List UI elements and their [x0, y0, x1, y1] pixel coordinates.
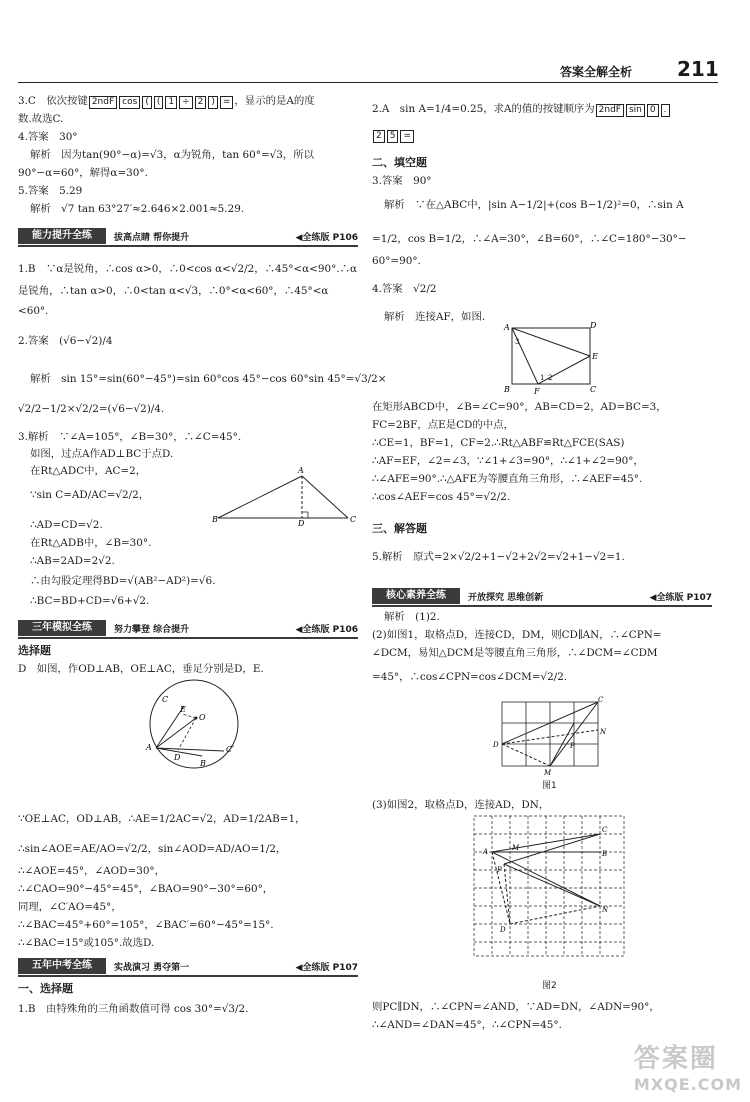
calculator-key: ÷ [179, 96, 193, 109]
text-line: √2/2−1/2×√2/2=(√6−√2)/4. [18, 403, 165, 415]
svg-text:A: A [483, 848, 489, 856]
svg-text:D: D [493, 741, 499, 749]
svg-text:N: N [602, 906, 609, 914]
svg-text:F: F [534, 387, 540, 396]
text-line: ∴sin∠AOE=AE/AO=√2/2，sin∠AOD=AD/AO=1/2， [18, 843, 287, 855]
svg-text:E: E [592, 352, 598, 361]
svg-text:3: 3 [515, 338, 520, 346]
section-heading: 二、填空题 [372, 156, 427, 169]
calculator-key: sin [626, 104, 645, 117]
banner-rule [18, 975, 358, 977]
section-heading: 三、解答题 [372, 522, 427, 535]
answer-text: ，显示的是A的度 [234, 95, 315, 107]
answer-text: 2.A sin A=1/4=0.25，求A的值的按键顺序为 [372, 103, 595, 115]
watermark-text: 答案圈 [633, 1044, 718, 1074]
text-line: ∴∠AFE=90°.∴△AFE为等腰直角三角形，∴∠AEF=45°. [372, 473, 643, 485]
calculator-keys [372, 129, 415, 141]
svg-text:B: B [200, 759, 206, 768]
svg-text:N: N [600, 728, 607, 736]
text-line: ∴AF=EF，∠2=∠3，∵∠1+∠3=90°，∴∠1+∠2=90°， [372, 455, 644, 467]
text-line: ∵sin C=AD/AC=√2/2， [30, 489, 150, 501]
text-line: D 如图，作OD⊥AB，OE⊥AC，垂足分别是D，E. [18, 663, 264, 675]
svg-text:E: E [180, 705, 186, 714]
rectangle-figure-abcd [500, 322, 600, 396]
header-title: 答案全解全析 [560, 65, 633, 79]
calculator-key: . [661, 104, 670, 117]
calculator-key: ) [208, 96, 218, 109]
banner-subtitle: 拔高点睛 帮你提升 [114, 233, 190, 243]
answer-text: 3.C 依次按键 [18, 95, 88, 107]
grid-figure-1 [490, 694, 610, 776]
banner-subtitle: 开放探究 思维创新 [468, 593, 544, 603]
text-line: 在Rt△ADC中，AC=2， [30, 465, 147, 477]
text-line: ∴∠CAO=90°−45°=45°，∠BAO=90°−30°=60°， [18, 883, 274, 895]
banner-ref: ◀全练版 P107 [649, 593, 712, 603]
grid-figure-2 [468, 812, 628, 962]
text-line: 4.答案 30° [18, 131, 78, 143]
svg-text:D: D [590, 322, 597, 330]
text-line: 解析 (1)2. [384, 611, 440, 623]
calculator-key: cos [119, 96, 140, 109]
text-line: 5.解析 原式=2×√2/2+1−√2+2√2=√2+1−√2=1. [372, 551, 625, 563]
text-line: ∴AB=2AD=2√2. [30, 555, 115, 567]
section-banner-ability [18, 228, 358, 244]
text-line: (2)如图1，取格点D，连接CD，DM，则CD∥AN，∴∠CPN= [372, 629, 662, 641]
text-line: ∠DCM，易知△DCM是等腰直角三角形，∴∠DCM=∠CDM [372, 647, 658, 659]
text-line: 同理，∠C′AO=45°， [18, 901, 122, 913]
calculator-keys [595, 103, 671, 115]
banner-rule [18, 637, 358, 639]
section-banner-core [372, 588, 712, 604]
calculator-key: 2ndF [89, 96, 117, 109]
calculator-keys-line [372, 128, 415, 143]
svg-text:1: 1 [540, 374, 545, 382]
calculator-key: 5 [387, 130, 399, 143]
text-line: 在Rt△ADB中，∠B=30°. [30, 537, 152, 549]
svg-text:C′: C′ [226, 745, 234, 754]
banner-subtitle: 实战演习 勇夺第一 [114, 963, 190, 973]
svg-text:B: B [212, 515, 218, 524]
banner-tag: 核心素养全练 [372, 588, 460, 604]
calculator-key: 0 [647, 104, 659, 117]
svg-text:C: C [602, 826, 608, 834]
svg-text:C: C [350, 515, 357, 524]
svg-text:B: B [504, 385, 510, 394]
page-number: 211 [677, 57, 719, 81]
svg-text:A: A [504, 323, 510, 332]
svg-text:D: D [500, 926, 506, 934]
text-line: 如图，过点A作AD⊥BC于点D. [30, 448, 174, 460]
text-line: <60°. [18, 305, 49, 317]
svg-text:M: M [512, 844, 520, 852]
svg-text:D: D [174, 753, 181, 762]
svg-text:O: O [199, 713, 206, 722]
text-line: ∵OE⊥AC，OD⊥AB，∴AE=1/2AC=√2，AD=1/2AB=1， [18, 813, 306, 825]
banner-tag: 三年模拟全练 [18, 620, 106, 636]
text-line: ∴CE=1，BF=1，CF=2.∴Rt△ABF≌Rt△FCE(SAS) [372, 437, 625, 449]
text-line: 5.答案 5.29 [18, 185, 83, 197]
calculator-key: 2 [195, 96, 207, 109]
banner-ref: ◀全练版 P106 [295, 233, 358, 243]
text-line: 是锐角，∴tan α>0，∴0<tan α<√3，∴0°<α<60°，∴45°<α [18, 285, 329, 297]
answer-2a [372, 102, 671, 117]
banner-rule [372, 605, 712, 607]
calculator-key: ( [142, 96, 152, 109]
svg-text:A: A [298, 466, 304, 475]
svg-text:C: C [598, 696, 604, 704]
text-line: 解析 连接AF，如图. [384, 311, 486, 323]
triangle-figure-abc [212, 464, 362, 526]
text-line: FC=2BF，点E是CD的中点， [372, 419, 514, 431]
text-line: =45°，∴cos∠CPN=cos∠DCM=√2/2. [372, 671, 568, 683]
text-line: ∴∠AND=∠DAN=45°，∴∠CPN=45°. [372, 1019, 562, 1031]
svg-text:B: B [602, 850, 608, 858]
answer-3c [18, 94, 315, 109]
banner-tag: 能力提升全练 [18, 228, 106, 244]
text-line: 数.故选C. [18, 113, 64, 125]
text-line: ∴BC=BD+CD=√6+√2. [30, 595, 150, 607]
svg-text:A: A [146, 743, 152, 752]
banner-rule [18, 245, 358, 247]
text-line: 90°−α=60°，解得α=30°. [18, 167, 148, 179]
calculator-keys [88, 95, 235, 107]
text-line: 解析 √7 tan 63°27′≈2.646×2.001≈5.29. [30, 203, 245, 215]
banner-ref: ◀全练版 P106 [295, 625, 358, 635]
text-line: 1.B 由特殊角的三角函数值可得 cos 30°=√3/2. [18, 1003, 249, 1015]
svg-text:C: C [162, 695, 169, 704]
text-line: =1/2，cos B=1/2，∴∠A=30°，∠B=60°，∴∠C=180°−30°− [372, 233, 687, 245]
svg-text:P: P [570, 742, 575, 750]
calculator-key: 1 [165, 96, 177, 109]
svg-text:P: P [497, 866, 502, 874]
section-banner-three-year [18, 620, 358, 636]
banner-ref: ◀全练版 P107 [295, 963, 358, 973]
text-line: 2.答案 (√6−√2)/4 [18, 335, 113, 347]
header-rule [18, 82, 718, 83]
banner-subtitle: 努力攀登 综合提升 [114, 625, 190, 635]
banner-tag: 五年中考全练 [18, 958, 106, 974]
text-line: 3.解析 ∵∠A=105°，∠B=30°，∴∠C=45°. [18, 431, 242, 443]
svg-text:D: D [298, 519, 305, 526]
svg-text:M: M [544, 769, 552, 776]
watermark-url: MXQE.COM [633, 1075, 742, 1094]
text-line: 解析 sin 15°=sin(60°−45°)=sin 60°cos 45°−cos 60°sin 45°=√3/2× [30, 373, 387, 385]
calculator-key: 2 [373, 130, 385, 143]
text-line: ∴AD=CD=√2. [30, 519, 103, 531]
calculator-key: = [220, 96, 234, 109]
text-line: 60°=90°. [372, 255, 421, 267]
text-line: (3)如图2，取格点D，连接AD，DN， [372, 799, 550, 811]
watermark-logo [634, 1038, 742, 1094]
section-heading: 选择题 [18, 644, 51, 657]
text-line: ∴∠AOE=45°，∠AOD=30°， [18, 865, 166, 877]
text-line: 则PC∥DN，∴∠CPN=∠AND，∵AD=DN，∠ADN=90°， [372, 1001, 660, 1013]
text-line: 4.答案 √2/2 [372, 283, 437, 295]
text-line: 1.B ∵α是锐角，∴cos α>0，∴0<cos α<√2/2，∴45°<α<90°.∴α [18, 263, 357, 275]
circle-figure [142, 676, 252, 776]
figure-caption: 图1 [542, 781, 557, 791]
svg-text:C: C [590, 385, 597, 394]
figure-caption: 图2 [542, 981, 557, 991]
text-line: 3.答案 90° [372, 175, 432, 187]
text-line: 解析 ∵在△ABC中，|sin A−1/2|+(cos B−1/2)²=0，∴sin A [384, 199, 684, 211]
section-banner-five-year [18, 958, 358, 974]
svg-text:2: 2 [548, 374, 553, 382]
calculator-key: 2ndF [596, 104, 624, 117]
text-line: 解析 因为tan(90°−α)=√3，α为锐角，tan 60°=√3，所以 [30, 149, 315, 161]
calculator-key: = [400, 130, 414, 143]
text-line: ∴cos∠AEF=cos 45°=√2/2. [372, 491, 511, 503]
text-line: 在矩形ABCD中，∠B=∠C=90°，AB=CD=2，AD=BC=3， [372, 401, 667, 413]
calculator-key: ( [154, 96, 164, 109]
text-line: ∴由勾股定理得BD=√(AB²−AD²)=√6. [30, 575, 216, 587]
page-header [560, 57, 720, 81]
text-line: ∴∠BAC=45°+60°=105°，∠BAC′=60°−45°=15°. [18, 919, 274, 931]
text-line: ∴∠BAC=15°或105°.故选D. [18, 937, 155, 949]
section-heading: 一、选择题 [18, 982, 73, 995]
